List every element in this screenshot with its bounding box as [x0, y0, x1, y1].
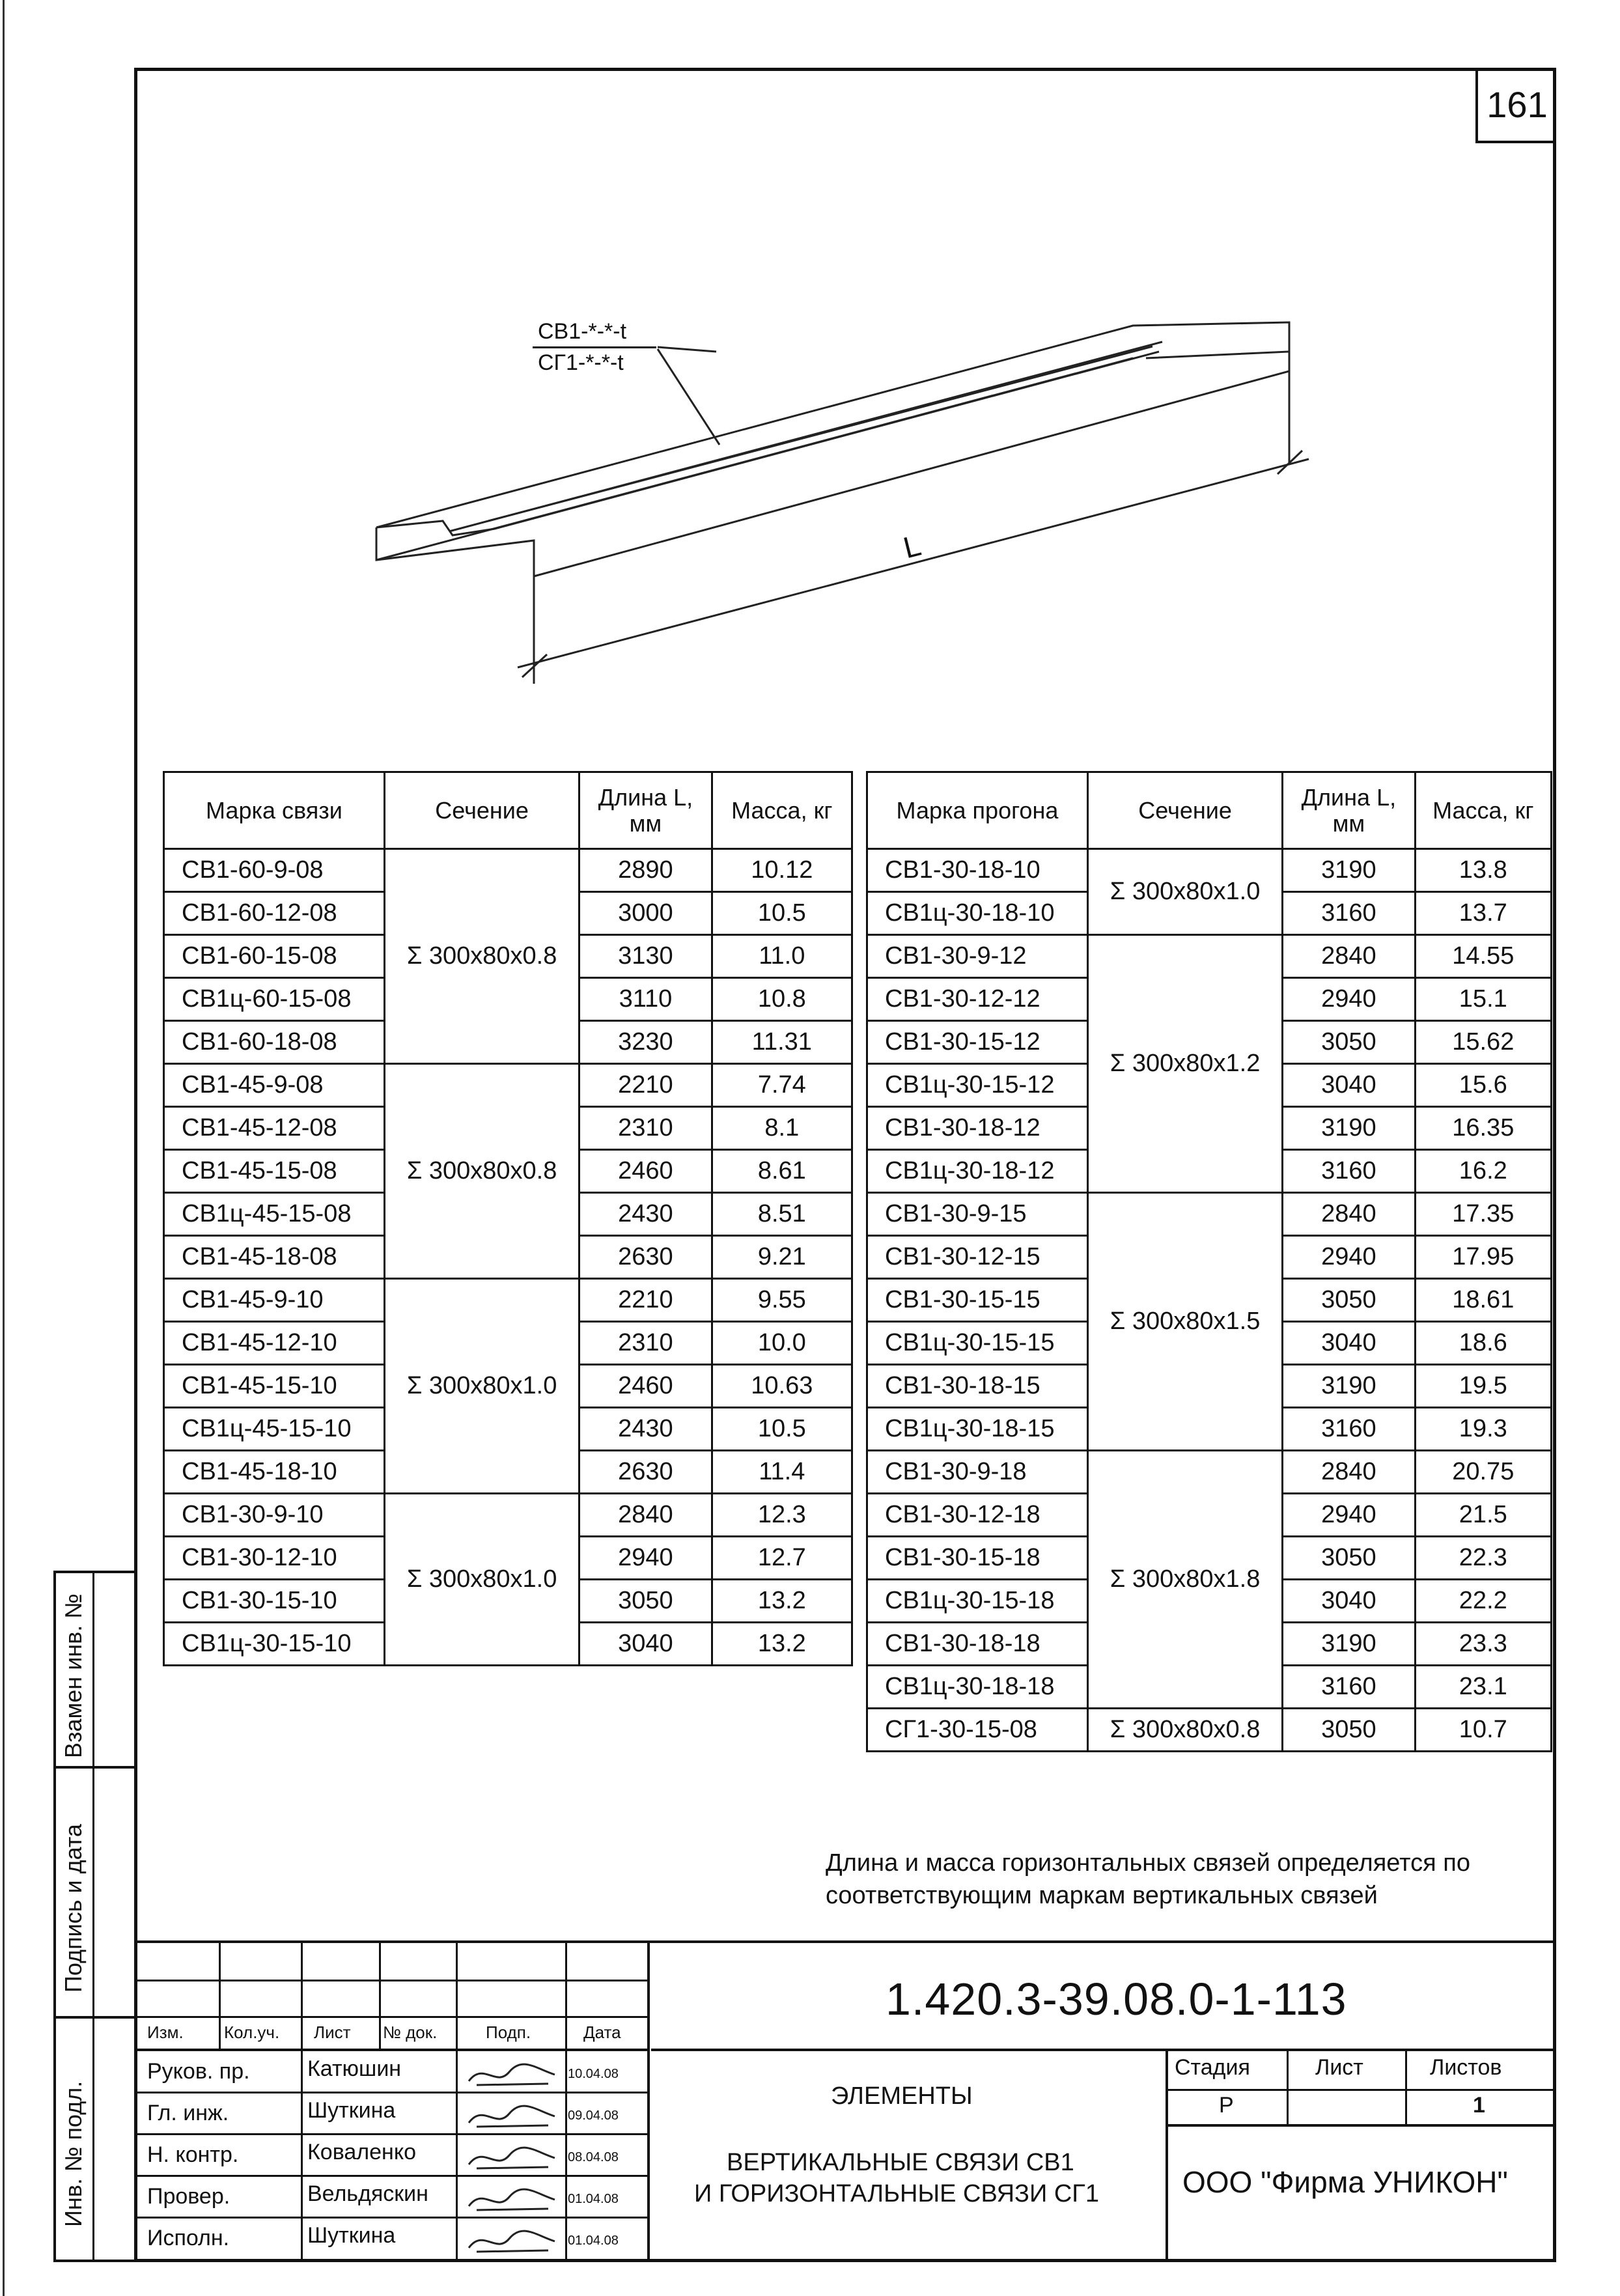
sheet-label: Лист	[1315, 2055, 1363, 2080]
mark-cell: СВ1-30-18-18	[867, 1623, 1088, 1666]
length-cell: 3160	[1283, 1150, 1415, 1193]
length-cell: 3040	[1283, 1322, 1415, 1365]
length-cell: 2630	[580, 1451, 712, 1494]
grid-v-1	[219, 1940, 221, 2049]
mark-cell: СВ1ц-30-15-10	[164, 1623, 385, 1666]
header-length: Длина L, мм	[580, 772, 712, 849]
mark-cell: СВ1-45-18-08	[164, 1236, 385, 1279]
grid-h-3	[134, 2049, 649, 2051]
grid-v-4	[456, 1940, 458, 2262]
mass-cell: 10.5	[712, 1408, 852, 1451]
col-header-doc: № док.	[383, 2023, 438, 2042]
table-row	[164, 1064, 852, 1107]
mark-cell: СВ1ц-45-15-08	[164, 1193, 385, 1236]
mark-cell: СГ1-30-15-08	[867, 1709, 1088, 1752]
length-cell: 2210	[580, 1279, 712, 1322]
mark-cell: СВ1-60-12-08	[164, 892, 385, 935]
length-cell: 2840	[1283, 1451, 1415, 1494]
mark-cell: СВ1-30-18-10	[867, 849, 1088, 892]
mass-cell: 13.8	[1415, 849, 1551, 892]
length-cell: 2840	[1283, 1193, 1415, 1236]
length-cell: 3110	[580, 978, 712, 1021]
mark-cell: СВ1-45-9-08	[164, 1064, 385, 1107]
section-cell: Σ 300x80x0.8	[1087, 1709, 1282, 1752]
profile-edge-front	[376, 352, 1289, 576]
signature-mark	[464, 2097, 561, 2133]
length-cell: 2840	[1283, 935, 1415, 978]
mark-cell: СВ1-30-15-10	[164, 1580, 385, 1623]
col-header-date: Дата	[583, 2023, 621, 2042]
length-cell: 3160	[1283, 1408, 1415, 1451]
mass-cell: 13.2	[712, 1580, 852, 1623]
section-cell: Σ 300x80x1.2	[1087, 935, 1282, 1193]
section-cell: Σ 300x80x1.5	[1087, 1193, 1282, 1451]
col-header-kol: Кол.уч.	[224, 2023, 280, 2042]
section-cell: Σ 300x80x1.0	[384, 1494, 579, 1666]
table-row	[867, 1709, 1552, 1752]
profile-label-bottom: СГ1-*-*-t	[538, 350, 624, 375]
mass-cell: 18.61	[1415, 1279, 1551, 1322]
mass-cell: 10.8	[712, 978, 852, 1021]
header-mass: Масса, кг	[712, 772, 852, 849]
section-cell: Σ 300x80x1.8	[1087, 1451, 1282, 1709]
header-mark: Марка прогона	[867, 772, 1088, 849]
grid-h-1	[134, 1980, 649, 1981]
length-cell: 3190	[1283, 1365, 1415, 1408]
table-row	[164, 1494, 852, 1537]
signatory-role: Руков. пр.	[147, 2059, 250, 2084]
mass-cell: 17.35	[1415, 1193, 1551, 1236]
header-section: Сечение	[384, 772, 579, 849]
table-row	[867, 935, 1552, 978]
length-cell: 2940	[1283, 978, 1415, 1021]
mark-cell: СВ1-30-12-18	[867, 1494, 1088, 1537]
mark-cell: СВ1-60-9-08	[164, 849, 385, 892]
mark-cell: СВ1-60-18-08	[164, 1021, 385, 1064]
mass-cell: 10.7	[1415, 1709, 1551, 1752]
mark-cell: СВ1-60-15-08	[164, 935, 385, 978]
length-cell: 3040	[580, 1623, 712, 1666]
grid-h-7	[134, 2217, 649, 2219]
mark-cell: СВ1-30-9-18	[867, 1451, 1088, 1494]
mark-cell: СВ1ц-30-15-18	[867, 1580, 1088, 1623]
signatory-name: Коваленко	[307, 2140, 416, 2164]
mark-cell: СВ1-30-15-12	[867, 1021, 1088, 1064]
signature-mark	[464, 2180, 561, 2217]
length-cell: 2890	[580, 849, 712, 892]
col-header-sign: Подп.	[486, 2023, 531, 2042]
signature-mark	[464, 2138, 561, 2175]
company-name: ООО "Фирма УНИКОН"	[1182, 2165, 1508, 2199]
length-cell: 2310	[580, 1322, 712, 1365]
side-stamp-row-2	[53, 2016, 137, 2019]
signatory-date: 01.04.08	[568, 2233, 619, 2248]
length-cell: 3040	[1283, 1580, 1415, 1623]
header-mark: Марка связи	[164, 772, 385, 849]
section-cell: Σ 300x80x1.0	[384, 1279, 579, 1494]
mass-cell: 19.3	[1415, 1408, 1551, 1451]
mass-cell: 11.31	[712, 1021, 852, 1064]
signatory-role: Н. контр.	[147, 2142, 239, 2167]
mass-cell: 15.6	[1415, 1064, 1551, 1107]
mark-cell: СВ1-30-15-18	[867, 1537, 1088, 1580]
mass-cell: 10.12	[712, 849, 852, 892]
length-cell: 2940	[1283, 1494, 1415, 1537]
doc-title-elements: ЭЛЕМЕНТЫ	[831, 2082, 973, 2110]
mass-cell: 9.21	[712, 1236, 852, 1279]
signatory-date: 08.04.08	[568, 2150, 619, 2164]
stage-row-line-2	[1166, 2124, 1556, 2127]
length-cell: 3050	[1283, 1709, 1415, 1752]
mark-cell: СВ1-30-9-15	[867, 1193, 1088, 1236]
mark-cell: СВ1-45-12-08	[164, 1107, 385, 1150]
table-row	[867, 849, 1552, 892]
mass-cell: 19.5	[1415, 1365, 1551, 1408]
mark-cell: СВ1-30-12-15	[867, 1236, 1088, 1279]
mark-cell: СВ1-45-12-10	[164, 1322, 385, 1365]
header-section: Сечение	[1087, 772, 1282, 849]
length-cell: 2840	[580, 1494, 712, 1537]
mark-cell: СВ1ц-30-18-15	[867, 1408, 1088, 1451]
doc-title-horizontal: И ГОРИЗОНТАЛЬНЫЕ СВЯЗИ СГ1	[694, 2180, 1099, 2207]
length-cell: 2630	[580, 1236, 712, 1279]
mark-cell: СВ1ц-30-18-12	[867, 1150, 1088, 1193]
mass-cell: 8.61	[712, 1150, 852, 1193]
grid-h-2	[134, 2016, 649, 2018]
length-cell: 2940	[580, 1537, 712, 1580]
mass-cell: 20.75	[1415, 1451, 1551, 1494]
header-mass: Масса, кг	[1415, 772, 1551, 849]
table-row	[867, 1193, 1552, 1236]
col-header-izm: Изм.	[147, 2023, 184, 2042]
section-cell: Σ 300x80x0.8	[384, 849, 579, 1064]
mark-cell: СВ1ц-30-18-10	[867, 892, 1088, 935]
table-row	[164, 849, 852, 892]
header-length: Длина L, мм	[1283, 772, 1415, 849]
mark-cell: СВ1ц-45-15-10	[164, 1408, 385, 1451]
mass-cell: 22.3	[1415, 1537, 1551, 1580]
table-row	[164, 1279, 852, 1322]
profile-edge-bottom	[376, 358, 1133, 560]
mark-cell: СВ1-45-18-10	[164, 1451, 385, 1494]
stage-value: Р	[1219, 2093, 1234, 2118]
mass-cell: 12.7	[712, 1537, 852, 1580]
length-cell: 2310	[580, 1107, 712, 1150]
signatory-name: Шуткина	[307, 2223, 396, 2248]
length-cell: 3050	[580, 1580, 712, 1623]
length-cell: 2210	[580, 1064, 712, 1107]
side-stamp-row-1	[53, 1766, 137, 1769]
mass-cell: 11.0	[712, 935, 852, 978]
profile-label-divider	[533, 346, 656, 348]
mark-cell: СВ1-30-9-12	[867, 935, 1088, 978]
mass-cell: 8.1	[712, 1107, 852, 1150]
length-cell: 3160	[1283, 1666, 1415, 1709]
grid-v-5	[565, 1940, 567, 2262]
mass-cell: 10.0	[712, 1322, 852, 1365]
mark-cell: СВ1-45-15-10	[164, 1365, 385, 1408]
mass-cell: 12.3	[712, 1494, 852, 1537]
mass-cell: 16.2	[1415, 1150, 1551, 1193]
length-cell: 2430	[580, 1193, 712, 1236]
mass-cell: 10.5	[712, 892, 852, 935]
mass-cell: 18.6	[1415, 1322, 1551, 1365]
mass-cell: 23.3	[1415, 1623, 1551, 1666]
section-cell: Σ 300x80x0.8	[384, 1064, 579, 1279]
mark-cell: СВ1-30-15-15	[867, 1279, 1088, 1322]
mass-cell: 17.95	[1415, 1236, 1551, 1279]
mark-cell: СВ1-30-9-10	[164, 1494, 385, 1537]
sheets-value: 1	[1473, 2093, 1485, 2118]
mark-cell: СВ1ц-30-15-15	[867, 1322, 1088, 1365]
section-cell: Σ 300x80x1.0	[1087, 849, 1282, 935]
side-stamp-col	[92, 1571, 94, 2262]
mark-cell: СВ1-45-9-10	[164, 1279, 385, 1322]
profile-drawing	[352, 287, 1341, 703]
sheet-number: 161	[1475, 68, 1556, 143]
mark-cell: СВ1ц-30-18-18	[867, 1666, 1088, 1709]
length-cell: 3190	[1283, 849, 1415, 892]
mark-cell: СВ1-45-15-08	[164, 1150, 385, 1193]
side-sign-date: Подпись и дата	[60, 1824, 87, 1993]
length-cell: 2430	[580, 1408, 712, 1451]
signature-mark	[464, 2055, 561, 2092]
dimension-label: L	[900, 527, 925, 565]
mass-cell: 22.2	[1415, 1580, 1551, 1623]
signatory-date: 10.04.08	[568, 2067, 619, 2081]
mark-cell: СВ1-30-18-12	[867, 1107, 1088, 1150]
title-block-divider	[647, 1940, 650, 2262]
mass-cell: 13.2	[712, 1623, 852, 1666]
stage-row-line	[1166, 2089, 1556, 2091]
length-cell: 3130	[580, 935, 712, 978]
profile-label-top: СВ1-*-*-t	[538, 319, 627, 344]
mass-cell: 7.74	[712, 1064, 852, 1107]
mass-cell: 11.4	[712, 1451, 852, 1494]
length-cell: 3160	[1283, 892, 1415, 935]
signatory-date: 09.04.08	[568, 2108, 619, 2123]
leader-line	[658, 347, 716, 352]
mass-cell: 15.62	[1415, 1021, 1551, 1064]
left-spec-table	[163, 771, 853, 1666]
mass-cell: 13.7	[1415, 892, 1551, 935]
stage-col-1	[1287, 2049, 1289, 2125]
mass-cell: 10.63	[712, 1365, 852, 1408]
signatory-role: Провер.	[147, 2184, 230, 2209]
mark-cell: СВ1-30-18-15	[867, 1365, 1088, 1408]
length-cell: 3050	[1283, 1021, 1415, 1064]
mark-cell: СВ1-30-12-10	[164, 1537, 385, 1580]
sheets-label: Листов	[1430, 2055, 1502, 2080]
signatory-name: Шуткина	[307, 2098, 396, 2123]
signature-mark	[464, 2222, 561, 2258]
doc-title-vertical: ВЕРТИКАЛЬНЫЕ СВЯЗИ СВ1	[727, 2149, 1074, 2176]
length-cell: 3050	[1283, 1537, 1415, 1580]
note-text: Длина и масса горизонтальных связей определяется по соответствующим маркам вертикальных связей	[826, 1849, 1471, 1909]
signatory-role: Исполн.	[147, 2226, 230, 2250]
signatory-role: Гл. инж.	[147, 2101, 229, 2125]
grid-h-4	[134, 2092, 649, 2093]
length-cell: 3050	[1283, 1279, 1415, 1322]
signatory-name: Катюшин	[307, 2056, 402, 2081]
length-cell: 3000	[580, 892, 712, 935]
length-cell: 2940	[1283, 1236, 1415, 1279]
mass-cell: 14.55	[1415, 935, 1551, 978]
right-spec-table	[866, 771, 1552, 1752]
mass-cell: 15.1	[1415, 978, 1551, 1021]
side-inv-orig: Инв. № подл.	[60, 2080, 87, 2227]
grid-v-2	[301, 1940, 303, 2262]
mass-cell: 8.51	[712, 1193, 852, 1236]
mass-cell: 9.55	[712, 1279, 852, 1322]
table-row	[867, 1451, 1552, 1494]
mass-cell: 23.1	[1415, 1666, 1551, 1709]
profile-edge-lip	[376, 352, 1159, 535]
left-margin-line	[3, 0, 5, 2296]
title-block-top-line	[134, 1940, 1556, 1943]
signatory-date: 01.04.08	[568, 2192, 619, 2206]
mark-cell: СВ1-30-12-12	[867, 978, 1088, 1021]
title-block-row-line	[651, 2049, 1556, 2051]
length-cell: 3190	[1283, 1107, 1415, 1150]
signatory-name: Вельдяскин	[307, 2181, 428, 2206]
leader-line-diagonal	[658, 349, 719, 445]
mark-cell: СВ1ц-60-15-08	[164, 978, 385, 1021]
mass-cell: 21.5	[1415, 1494, 1551, 1537]
mark-cell: СВ1ц-30-15-12	[867, 1064, 1088, 1107]
length-cell: 3190	[1283, 1623, 1415, 1666]
grid-v-3	[379, 1940, 381, 2049]
document-code: 1.420.3-39.08.0-1-113	[886, 1974, 1347, 2024]
stage-label: Стадия	[1175, 2055, 1250, 2080]
length-cell: 2460	[580, 1365, 712, 1408]
grid-h-6	[134, 2175, 649, 2177]
length-cell: 2460	[580, 1150, 712, 1193]
stage-divider	[1166, 2049, 1168, 2262]
length-cell: 3040	[1283, 1064, 1415, 1107]
col-header-list: Лист	[314, 2023, 351, 2042]
length-cell: 3230	[580, 1021, 712, 1064]
grid-h-5	[134, 2133, 649, 2135]
stage-col-2	[1405, 2049, 1407, 2125]
mass-cell: 16.35	[1415, 1107, 1551, 1150]
side-replace-inv: Взамен инв. №	[60, 1593, 87, 1758]
